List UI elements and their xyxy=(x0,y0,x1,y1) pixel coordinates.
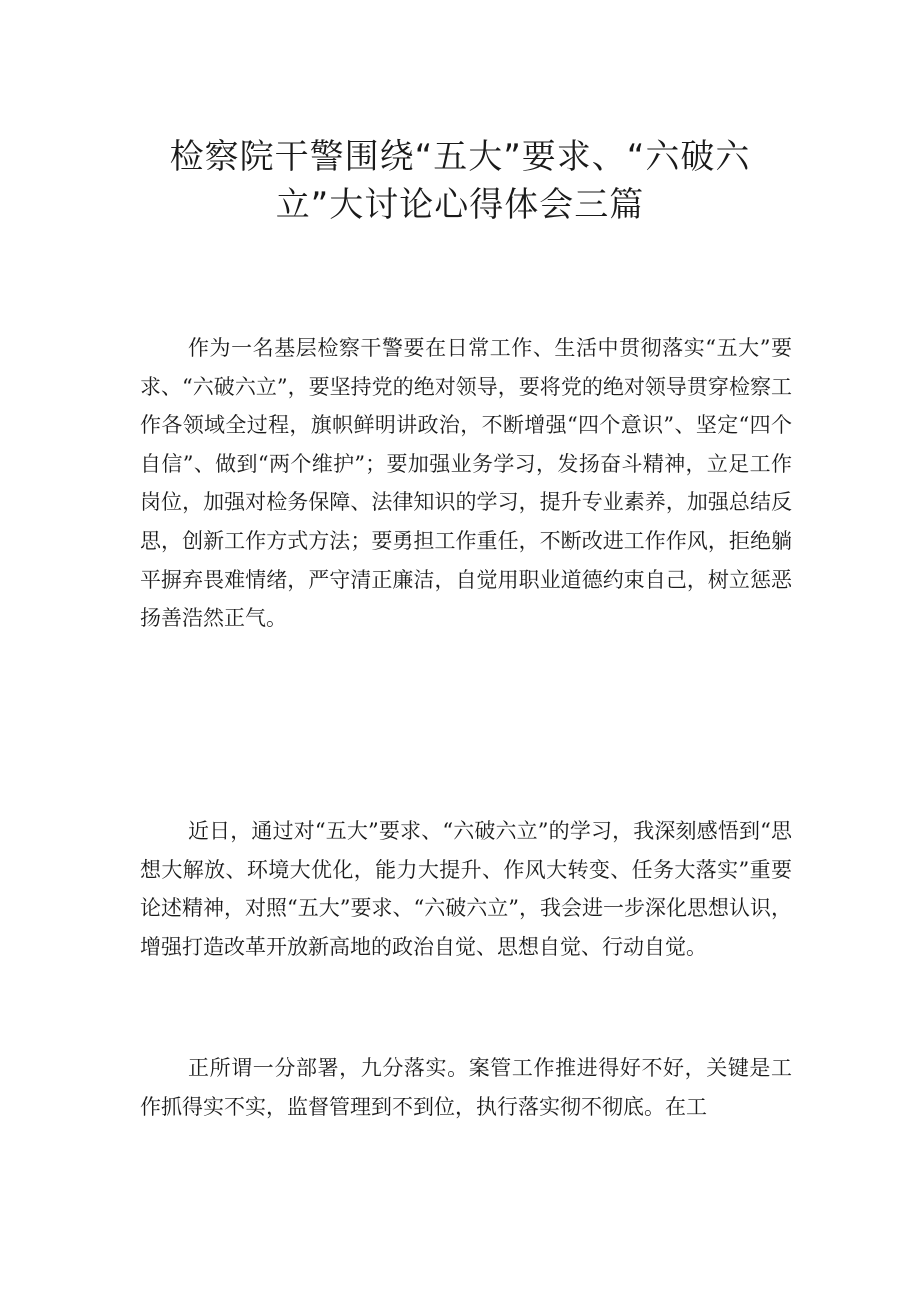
document-title xyxy=(130,133,790,229)
paragraph-3: 正所谓一分部署，九分落实。案管工作推进得好不好，关键是工作抓得实不实，监督管理到不到位，执行落实彻不彻底。在工 xyxy=(140,1056,792,1119)
paragraph-2: 近日，通过对“五大”要求、“六破六立”的学习，我深刻感悟到“思想大解放、环境大优化，能力大提升、作风大转变、任务大落实”重要论述精神，对照“五大”要求、“六破六立”，我会进一步深化思想认识，增强打造改革开放新高地的政治自觉、思想自觉、行动自觉。 xyxy=(140,819,792,959)
paragraph-1: 作为一名基层检察干警要在日常工作、生活中贯彻落实“五大”要求、“六破六立”，要坚持党的绝对领导，要将党的绝对领导贯穿检察工作各领域全过程，旗帜鲜明讲政治，不断增强“四个意识”、坚定“四个自信”、做到“两个维护”；要加强业务学习，发扬奋斗精神，立足工作岗位，加强对检务保障、法律知识的学习，提升专业素养，加强总结反思，创新工作方式方法；要勇担工作重任，不断改进工作作风，拒绝躺平摒弃畏难情绪，严守清正廉洁，自觉用职业道德约束自己，树立惩恶扬善浩然正气。 xyxy=(140,336,792,631)
title-line-2: 立”大讨论心得体会三篇 xyxy=(275,185,645,225)
title-line-1: 检察院干警围绕“五大”要求、“六破六 xyxy=(169,137,751,177)
